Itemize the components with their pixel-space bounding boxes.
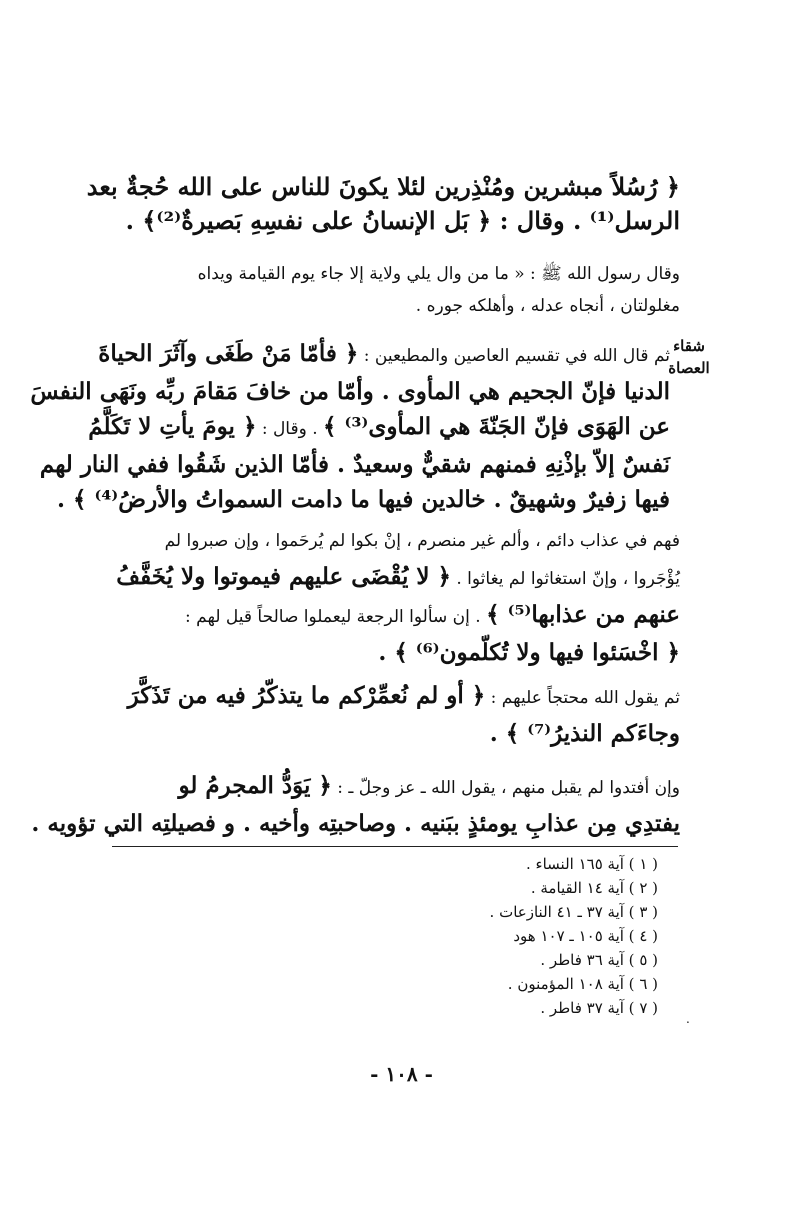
text-line: الرسل⁽¹⁾ . وقال : ﴿ بَل الإنسانُ على نفسِهِ بَصيرةٌ⁽²⁾﴾ .: [125, 206, 680, 235]
text-line: [110, 768, 680, 806]
footnote: ( ١ ) آية ١٦٥ النساء .: [526, 855, 658, 873]
paragraph-torment: [110, 524, 680, 670]
stray-mark: .: [686, 1012, 690, 1026]
text-line: ﴿ رُسُلاً مبشرين ومُنْذِرين لئلا يكونَ للناس على الله حُجةٌ بعد: [86, 172, 680, 201]
quran-span: عن الهَوَى فإنّ الجَنّةَ هي المأوى⁽³⁾ ﴾: [323, 413, 670, 440]
text-line: فيها زفيرٌ وشهيقٌ . خالدين فيها ما دامت السمواتُ والأرضُ⁽⁴⁾ ﴾ .: [56, 486, 670, 513]
footnote: ( ٢ ) آية ١٤ القيامة .: [530, 879, 658, 897]
quran-span: ﴿ يومَ يأتِ لا تَكَلَّمُ: [88, 413, 257, 440]
footnote: ( ٧ ) آية ٣٧ فاطر .: [540, 999, 658, 1017]
text-line: فهم في عذاب دائم ، وألم غير منصرم ، إنْ بكوا لم يُرحَموا ، وإن صبروا لم: [164, 531, 680, 551]
footnote-divider: [112, 846, 678, 847]
footnote: ( ٦ ) آية ١٠٨ المؤمنون .: [507, 975, 658, 993]
text-span: وإن أفتدوا لم يقبل منهم ، يقول الله ـ عز وجلّ ـ :: [331, 778, 680, 798]
text-line: [110, 597, 680, 635]
footnote: ( ٣ ) آية ٣٧ ـ ٤١ النازعات .: [489, 903, 658, 921]
margin-heading: شقاء العصاة: [668, 337, 710, 377]
text-line: [98, 336, 670, 374]
text-span: يُؤْجَروا ، وإنّ استغاثوا لم يغاثوا .: [450, 569, 680, 589]
quran-span: ﴿ أو لم نُعمِّرْكم ما يتذكّرُ فيه من تَذَكَّرَ: [127, 682, 486, 709]
text-line: يفتدِي مِن عذابِ يومئذٍ ببَنيه . وصاحبتِه وأخيه . و فصيلتِه التي تؤويه .: [31, 810, 680, 837]
text-line: وقال رسول الله ﷺ : « ما من وال يلي ولاية إلا جاء يوم القيامة ويداه: [197, 264, 680, 284]
paragraph-quran-messengers: [86, 170, 680, 238]
text-line: ﴿ اخْسَئوا فيها ولا تُكلّمون⁽⁶⁾ ﴾ .: [378, 639, 680, 666]
footnote: ( ٤ ) آية ١٠٥ ـ ١٠٧ هود: [513, 927, 658, 945]
footnotes: [490, 852, 658, 1020]
quran-span: ﴿ لا يُقْضَى عليهم فيموتوا ولا يُخَفَّفُ: [116, 563, 451, 590]
paragraph-division: [30, 336, 670, 517]
text-span: ثم يقول الله محتجاً عليهم :: [485, 688, 680, 708]
text-line: الدنيا فإنّ الجحيم هي المأوى . وأمّا من خافَ مَقامَ ربِّه ونَهَى النفسَ: [30, 378, 670, 405]
paragraph-hadith: [110, 258, 680, 322]
text-span: . وقال :: [256, 419, 324, 439]
text-line: [110, 678, 680, 716]
footnote: ( ٥ ) آية ٣٦ فاطر .: [540, 951, 658, 969]
quran-span: ﴿ يَوَدُّ المجرمُ لو: [178, 772, 332, 799]
quran-span: عنهم من عذابها⁽⁵⁾ ﴾: [486, 601, 680, 628]
text-line: وجاءَكم النذيرُ⁽⁷⁾ ﴾ .: [489, 720, 680, 747]
page-number: - ١٠٨ -: [370, 1062, 433, 1086]
paragraph-ransom: [31, 768, 680, 841]
text-line: [88, 409, 670, 447]
text-line: مغلولتان ، أنجاه عدله ، وأهلكه جوره .: [415, 296, 680, 316]
text-line: [110, 559, 680, 597]
paragraph-argument: [110, 678, 680, 751]
text-line: نَفسٌ إلاّ بإذْنِهِ فمنهم شقيٌّ وسعيدٌ . فأمّا الذين شَقُوا ففي النار لهم: [39, 451, 670, 478]
quran-span: ﴿ فأمّا مَنْ طَغَى وآثَرَ الحياةَ: [98, 340, 359, 367]
text-span: . إن سألوا الرجعة ليعملوا صالحاً قيل لهم :: [185, 607, 487, 627]
text-span: ثم قال الله في تقسيم العاصين والمطيعين :: [358, 346, 670, 366]
